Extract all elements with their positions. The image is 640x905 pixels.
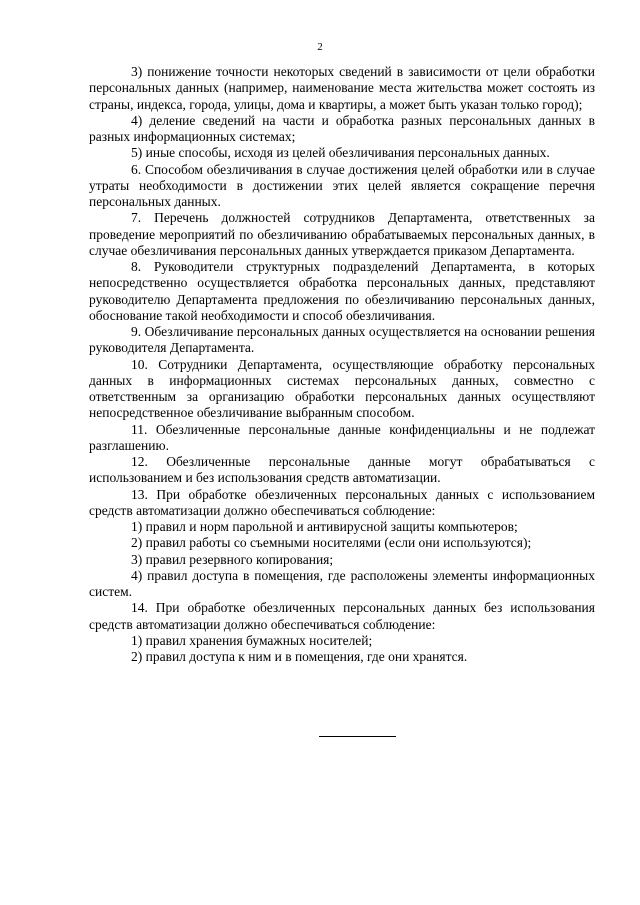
paragraph-item-4: 4) деление сведений на части и обработка разных персональных данных в разных информационных системах; (89, 112, 595, 144)
paragraph-subitem-13-3: 3) правил резервного копирования; (131, 551, 334, 567)
paragraph-clause-9: 9. Обезличивание персональных данных осуществляется на основании решения руководителя Департамента. (89, 324, 595, 356)
paragraph-clause-13: 13. При обработке обезличенных персональных данных с использованием средств автоматизации должно обеспечиваться соблюдение: (89, 486, 595, 518)
paragraph-clause-14: 14. При обработке обезличенных персональных данных без использования средств автоматизации должно обеспечиваться соблюдение: (89, 600, 595, 632)
paragraph-subitem-14-2: 2) правил доступа к ним и в помещения, где они хранятся. (131, 649, 468, 664)
paragraph-subitem-13-1: 1) правил и норм парольной и антивирусной защиты компьютеров; (131, 519, 518, 534)
paragraph-clause-7: 7. Перечень должностей сотрудников Департамента, ответственных за проведение мероприятий по обезличиванию обрабатываемых персональных данных, в случае обезличивания персональных данных утверждается приказом Департамента. (89, 210, 595, 258)
paragraph-clause-6: 6. Способом обезличивания в случае достижения целей обработки или в случае утраты необходимости в достижении этих целей является сокращение перечня персональных данных. (89, 161, 595, 209)
document-body (89, 64, 595, 665)
paragraph-subitem-13-2: 2) правил работы со съемными носителями (если они используются); (131, 535, 532, 551)
paragraph-clause-12: 12. Обезличенные персональные данные могут обрабатываться с использованием и без использования средств автоматизации. (89, 454, 595, 486)
paragraph-subitem-14-1: 1) правил хранения бумажных носителей; (131, 632, 373, 648)
paragraph-clause-11: 11. Обезличенные персональные данные конфиденциальны и не подлежат разглашению. (89, 421, 595, 453)
paragraph-item-5: 5) иные способы, исходя из целей обезличивания персональных данных. (131, 145, 550, 161)
page-number: 2 (317, 41, 323, 53)
paragraph-item-3: 3) понижение точности некоторых сведений в зависимости от цели обработки персональных данных (например, наименование места жительства может состоять из страны, индекса, города, улицы, дома и квартиры, а может быть указан только город); (89, 64, 595, 112)
closing-divider (319, 736, 396, 737)
paragraph-subitem-13-4: 4) правил доступа в помещения, где расположены элементы информационных систем. (89, 567, 595, 599)
paragraph-clause-8: 8. Руководители структурных подразделений Департамента, в которых непосредственно осуществляется обработка персональных данных, представляют руководителю Департамента предложения по обезличиванию персональных данных, обоснование такой необходимости и способ обезличивания. (89, 259, 595, 323)
paragraph-clause-10: 10. Сотрудники Департамента, осуществляющие обработку персональных данных в информационных системах персональных данных, совместно с ответственным за организацию обработки персональных данных осуществляют непосредственное обезличивание выбранным способом. (89, 356, 595, 421)
